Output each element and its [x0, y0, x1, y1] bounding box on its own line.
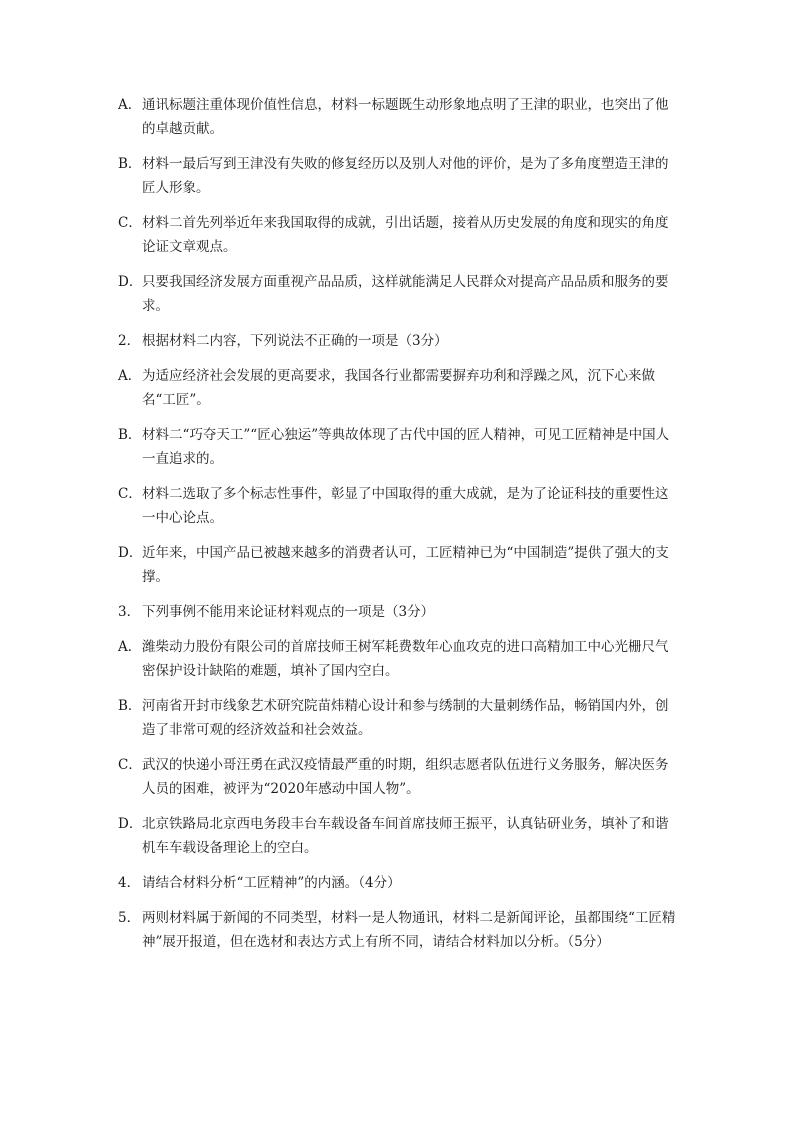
option-text: 武汉的快递小哥汪勇在武汉疫情最严重的时期，组织志愿者队伍进行义务服务，解决医务人员的困难，被评为“2020年感动中国人物”。 — [142, 757, 669, 797]
option-text: 材料一最后写到王津没有失败的修复经历以及别人对他的评价，是为了多角度塑造王津的匠人形象。 — [142, 156, 669, 196]
option-label: D． — [118, 274, 143, 290]
question-stem: 下列事例不能用来论证材料观点的一项是（3分） — [142, 604, 435, 620]
option-label: A． — [118, 368, 142, 384]
q2-option-b — [118, 423, 680, 471]
q3-option-d — [118, 812, 680, 860]
question-stem: 请结合材料分析“工匠精神”的内涵。（4分） — [142, 875, 401, 891]
option-label: B． — [118, 698, 142, 714]
option-text: 北京铁路局北京西电务段丰台车载设备车间首席技师王振平，认真钻研业务，填补了和谐机车车载设备理论上的空白。 — [142, 816, 669, 856]
question-3 — [118, 600, 680, 624]
option-label: C． — [118, 757, 142, 773]
q1-option-a — [118, 93, 680, 141]
option-text: 潍柴动力股份有限公司的首席技师王树军耗费数年心血攻克的进口高精加工中心光栅尺气密保护设计缺陷的难题，填补了国内空白。 — [142, 639, 669, 679]
option-label: C． — [118, 486, 142, 502]
option-text: 材料二首先列举近年来我国取得的成就，引出话题，接着从历史发展的角度和现实的角度论证文章观点。 — [142, 215, 669, 255]
question-5 — [118, 906, 680, 954]
option-label: C． — [118, 215, 142, 231]
q3-option-a — [118, 635, 680, 683]
q1-option-b — [118, 152, 680, 200]
question-4 — [118, 871, 680, 895]
q2-option-a — [118, 364, 680, 412]
option-label: D． — [118, 545, 143, 561]
option-text: 河南省开封市线象艺术研究院苗炜精心设计和参与绣制的大量刺绣作品，畅销国内外，创造了非常可观的经济效益和社会效益。 — [142, 698, 669, 738]
option-text: 近年来，中国产品已被越来越多的消费者认可，工匠精神已为“中国制造”提供了强大的支撑。 — [142, 545, 669, 585]
option-text: 材料二选取了多个标志性事件，彰显了中国取得的重大成就，是为了论证科技的重要性这一中心论点。 — [142, 486, 669, 526]
question-number: 4． — [118, 875, 141, 891]
q1-option-d — [118, 270, 680, 318]
q3-option-b — [118, 694, 680, 742]
question-number: 5． — [118, 910, 141, 926]
option-text: 为适应经济社会发展的更高要求，我国各行业都需要摒弃功利和浮躁之风，沉下心来做名“工匠”。 — [142, 368, 655, 408]
question-number: 2． — [118, 333, 141, 349]
exam-page — [118, 93, 680, 965]
question-stem: 两则材料属于新闻的不同类型，材料一是人物通讯，材料二是新闻评论，虽都围绕“工匠精神”展开报道，但在选材和表达方式上有所不同，请结合材料加以分析。（5分） — [142, 910, 676, 950]
question-number: 3． — [118, 604, 141, 620]
option-text: 通讯标题注重体现价值性信息，材料一标题既生动形象地点明了王津的职业，也突出了他的卓越贡献。 — [142, 97, 669, 137]
q1-option-c — [118, 211, 680, 259]
option-label: B． — [118, 427, 142, 443]
question-2 — [118, 329, 680, 353]
option-text: 只要我国经济发展方面重视产品品质，这样就能满足人民群众对提高产品品质和服务的要求。 — [142, 274, 669, 314]
q2-option-d — [118, 541, 680, 589]
q3-option-c — [118, 753, 680, 801]
option-label: A． — [118, 97, 142, 113]
option-text: 材料二“巧夺天工”“匠心独运”等典故体现了古代中国的匠人精神，可见工匠精神是中国人一直追求的。 — [142, 427, 670, 467]
question-stem: 根据材料二内容，下列说法不正确的一项是（3分） — [142, 333, 448, 349]
option-label: D． — [118, 816, 143, 832]
option-label: A． — [118, 639, 142, 655]
option-label: B． — [118, 156, 142, 172]
q2-option-c — [118, 482, 680, 530]
